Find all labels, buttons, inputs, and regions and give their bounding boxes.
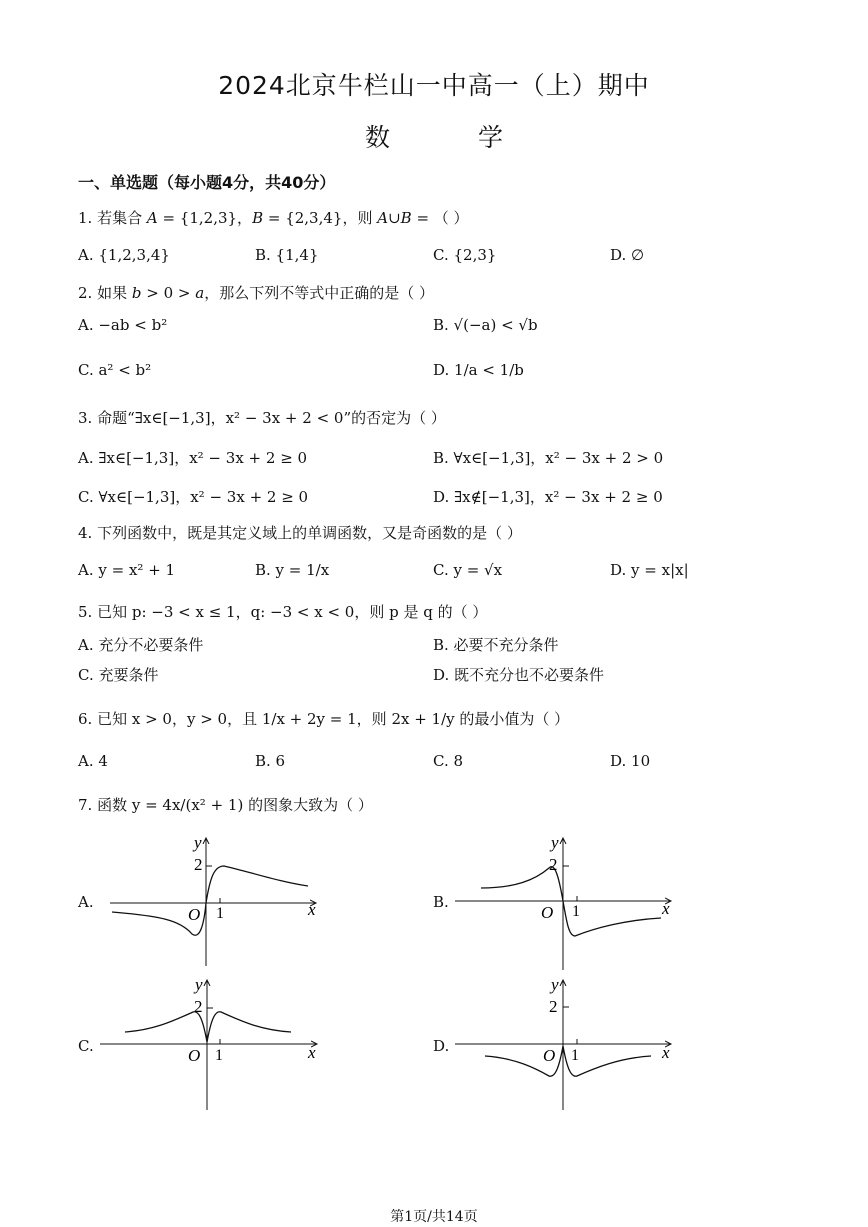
question-5-option-b[interactable]: B. 必要不充分条件	[433, 636, 559, 654]
question-6-option-a[interactable]: A. 4	[78, 752, 108, 770]
origin-label: O	[541, 903, 554, 922]
x-label: x	[662, 1043, 670, 1062]
origin-label: O	[188, 1046, 201, 1065]
y-label: y	[551, 833, 559, 852]
one-label: 1	[216, 905, 224, 922]
one-label: 1	[572, 903, 580, 920]
question-4-option-b[interactable]: B. y = 1/x	[255, 561, 330, 579]
question-5-option-a[interactable]: A. 充分不必要条件	[78, 636, 204, 654]
question-4-stem: 4. 下列函数中，既是其定义域上的单调函数，又是奇函数的是（ ）	[78, 524, 522, 542]
question-4-option-d[interactable]: D. y = x|x|	[610, 561, 689, 579]
question-7-option-a[interactable]: A.	[78, 893, 94, 911]
question-3-option-d[interactable]: D. ∃x∉[−1,3]，x² − 3x + 2 ≥ 0	[433, 488, 663, 506]
y-label: y	[194, 833, 202, 852]
origin-label: O	[188, 905, 201, 924]
x-label: x	[308, 1043, 316, 1062]
two-label: 2	[194, 997, 203, 1016]
question-7-option-b[interactable]: B.	[433, 893, 449, 911]
subject-title: 数 学	[365, 123, 543, 152]
graph-a	[100, 828, 330, 968]
graph-d	[455, 972, 685, 1112]
question-3-stem: 3. 命题“∃x∈[−1,3]，x² − 3x + 2 < 0”的否定为（ ）	[78, 409, 446, 427]
question-2-option-a[interactable]: A. −ab < b²	[78, 316, 168, 334]
question-3-option-a[interactable]: A. ∃x∈[−1,3]，x² − 3x + 2 ≥ 0	[78, 449, 308, 467]
question-3-option-b[interactable]: B. ∀x∈[−1,3]，x² − 3x + 2 > 0	[433, 449, 664, 467]
question-5-option-c[interactable]: C. 充要条件	[78, 666, 159, 684]
question-6-option-b[interactable]: B. 6	[255, 752, 286, 770]
question-2-option-b[interactable]: B. √(−a) < √b	[433, 316, 538, 334]
question-1-stem: 1. 若集合 A = {1,2,3}，B = {2,3,4}，则 A∪B = （ ）	[78, 209, 469, 227]
question-7-stem: 7. 函数 y = 4x/(x² + 1) 的图象大致为（ ）	[78, 796, 373, 814]
question-6-stem: 6. 已知 x > 0，y > 0，且 1/x + 2y = 1，则 2x + 1/y 的最小值为（ ）	[78, 710, 570, 728]
curve-c	[125, 1012, 291, 1042]
question-3-option-c[interactable]: C. ∀x∈[−1,3]，x² − 3x + 2 ≥ 0	[78, 488, 309, 506]
question-6-option-c[interactable]: C. 8	[433, 752, 464, 770]
x-label: x	[308, 900, 316, 919]
question-1-option-a[interactable]: A. {1,2,3,4}	[78, 246, 170, 264]
question-1-option-d[interactable]: D. ∅	[610, 246, 645, 264]
y-label: y	[195, 975, 203, 994]
graph-b	[455, 828, 685, 973]
one-label: 1	[215, 1047, 223, 1064]
question-2-option-c[interactable]: C. a² < b²	[78, 361, 152, 379]
page-footer: 第1页/共14页	[390, 1209, 478, 1225]
question-6-option-d[interactable]: D. 10	[610, 752, 651, 770]
curve-d	[485, 1046, 651, 1076]
page-title: 2024北京牛栏山一中高一（上）期中	[218, 71, 650, 100]
question-7-option-d[interactable]: D.	[433, 1037, 450, 1055]
origin-label: O	[543, 1046, 556, 1065]
two-label: 2	[194, 855, 203, 874]
x-label: x	[662, 899, 670, 918]
two-label: 2	[549, 855, 558, 874]
question-2-stem: 2. 如果 b > 0 > a，那么下列不等式中正确的是（ ）	[78, 284, 434, 302]
question-2-option-d[interactable]: D. 1/a < 1/b	[433, 361, 524, 379]
question-4-option-a[interactable]: A. y = x² + 1	[78, 561, 176, 579]
question-1-option-b[interactable]: B. {1,4}	[255, 246, 319, 264]
graph-c	[95, 972, 330, 1112]
curve-a	[112, 866, 308, 935]
question-1-option-c[interactable]: C. {2,3}	[433, 246, 497, 264]
question-4-option-c[interactable]: C. y = √x	[433, 561, 503, 579]
one-label: 1	[571, 1047, 579, 1064]
two-label: 2	[549, 997, 558, 1016]
section-heading: 一、单选题（每小题4分，共40分）	[78, 173, 336, 192]
question-5-stem: 5. 已知 p: −3 < x ≤ 1，q: −3 < x < 0，则 p 是 q 的（ ）	[78, 603, 488, 621]
question-5-option-d[interactable]: D. 既不充分也不必要条件	[433, 666, 605, 684]
question-7-option-c[interactable]: C.	[78, 1037, 94, 1055]
y-label: y	[551, 975, 559, 994]
